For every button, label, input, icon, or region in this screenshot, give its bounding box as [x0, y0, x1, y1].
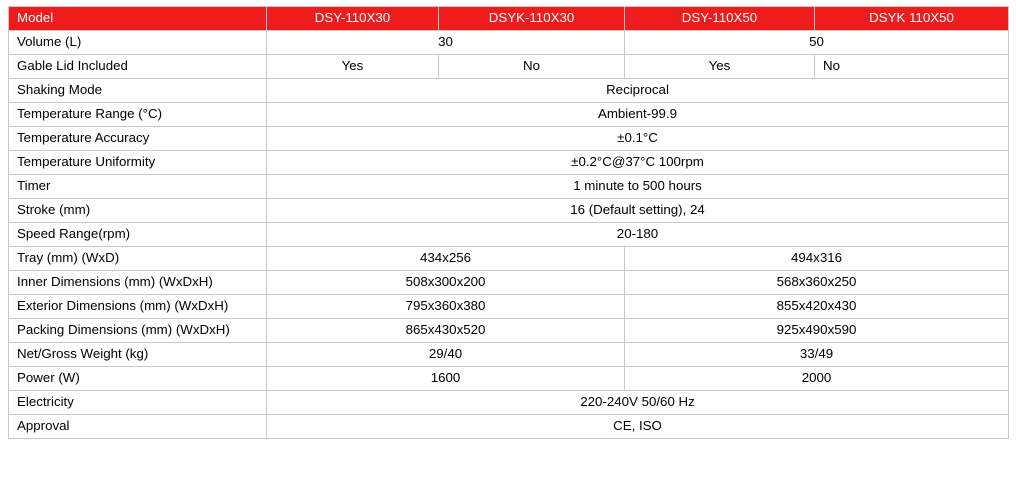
row-label: Electricity: [9, 391, 267, 415]
row-value: 50: [625, 31, 1009, 55]
row-label: Gable Lid Included: [9, 55, 267, 79]
table-row: [9, 343, 1009, 367]
table-row: [9, 319, 1009, 343]
row-value: 795x360x380: [267, 295, 625, 319]
row-value: 30: [267, 31, 625, 55]
row-label: Shaking Mode: [9, 79, 267, 103]
table-row: [9, 391, 1009, 415]
row-label: Volume (L): [9, 31, 267, 55]
row-label: Exterior Dimensions (mm) (WxDxH): [9, 295, 267, 319]
table-row: [9, 127, 1009, 151]
table-row: [9, 55, 1009, 79]
row-value: 16 (Default setting), 24: [267, 199, 1009, 223]
row-value: 1600: [267, 367, 625, 391]
table-row: [9, 199, 1009, 223]
header-cell-model-4: DSYK 110X50: [815, 7, 1009, 31]
row-label: Temperature Range (°C): [9, 103, 267, 127]
row-label: Temperature Uniformity: [9, 151, 267, 175]
header-cell-model-1: DSY-110X30: [267, 7, 439, 31]
table-row: [9, 151, 1009, 175]
row-value: 434x256: [267, 247, 625, 271]
row-label: Speed Range(rpm): [9, 223, 267, 247]
row-label: Stroke (mm): [9, 199, 267, 223]
row-label: Inner Dimensions (mm) (WxDxH): [9, 271, 267, 295]
row-label: Net/Gross Weight (kg): [9, 343, 267, 367]
row-label: Temperature Accuracy: [9, 127, 267, 151]
row-value: 2000: [625, 367, 1009, 391]
row-value: No: [815, 55, 1009, 79]
row-value: ±0.1°C: [267, 127, 1009, 151]
row-label: Approval: [9, 415, 267, 439]
row-value: Ambient-99.9: [267, 103, 1009, 127]
row-value: 865x430x520: [267, 319, 625, 343]
header-cell-model: Model: [9, 7, 267, 31]
row-label: Power (W): [9, 367, 267, 391]
row-value: 508x300x200: [267, 271, 625, 295]
row-value: 220-240V 50/60 Hz: [267, 391, 1009, 415]
row-value: Yes: [625, 55, 815, 79]
table-header-row: [9, 7, 1009, 31]
table-body: [9, 31, 1009, 439]
row-value: 33/49: [625, 343, 1009, 367]
row-value: 1 minute to 500 hours: [267, 175, 1009, 199]
header-cell-model-2: DSYK-110X30: [439, 7, 625, 31]
row-value: 494x316: [625, 247, 1009, 271]
table-row: [9, 31, 1009, 55]
row-label: Packing Dimensions (mm) (WxDxH): [9, 319, 267, 343]
table-header: [9, 7, 1009, 31]
table-row: [9, 223, 1009, 247]
row-value: ±0.2°C@37°C 100rpm: [267, 151, 1009, 175]
row-label: Tray (mm) (WxD): [9, 247, 267, 271]
row-value: 925x490x590: [625, 319, 1009, 343]
row-value: CE, ISO: [267, 415, 1009, 439]
table-row: [9, 295, 1009, 319]
table-row: [9, 415, 1009, 439]
row-value: 855x420x430: [625, 295, 1009, 319]
table-row: [9, 175, 1009, 199]
row-value: Yes: [267, 55, 439, 79]
table-row: [9, 367, 1009, 391]
row-value: 568x360x250: [625, 271, 1009, 295]
row-value: No: [439, 55, 625, 79]
table-row: [9, 103, 1009, 127]
row-label: Timer: [9, 175, 267, 199]
row-value: 20-180: [267, 223, 1009, 247]
table-row: [9, 271, 1009, 295]
row-value: Reciprocal: [267, 79, 1009, 103]
specification-table: [8, 6, 1009, 439]
row-value: 29/40: [267, 343, 625, 367]
header-cell-model-3: DSY-110X50: [625, 7, 815, 31]
table-row: [9, 79, 1009, 103]
table-row: [9, 247, 1009, 271]
